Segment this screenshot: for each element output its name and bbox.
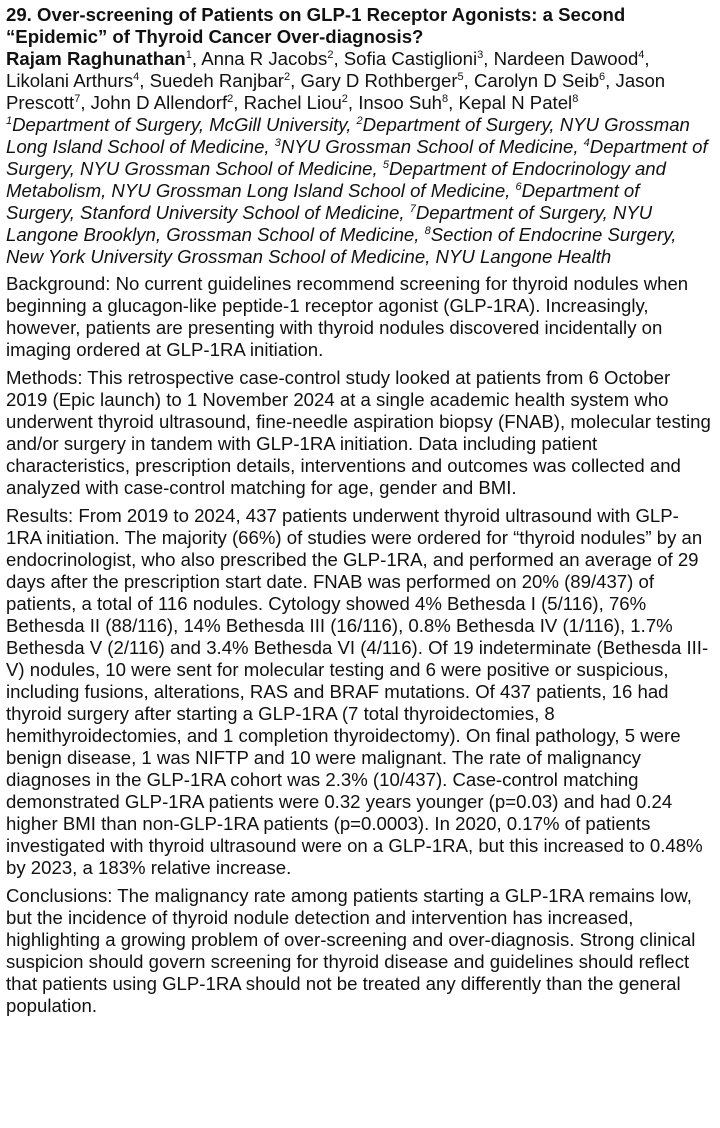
author-affiliation-number: 2 (341, 92, 348, 105)
conclusions-section: Conclusions: The malignancy rate among patients starting a GLP-1RA remains low, but the incidence of thyroid nodule detection and intervention has increased, highlighting a growing problem of over-screening and over-diagnosis. Strong clinical suspicion should govern screening for thyroid disease and guidelines should reflect that patients using GLP-1RA should not be treated any differently than the general population. (6, 885, 696, 1016)
affiliation-number: 2 (356, 114, 363, 127)
affiliation-number: 5 (382, 158, 389, 171)
author-affiliation-number: 4 (638, 48, 645, 61)
background-section: Background: No current guidelines recommend screening for thyroid nodules when beginning a glucagon-like peptide-1 receptor agonist (GLP-1RA). Increasingly, however, patients are presenting with thyroid nodules discovered incidentally on imaging ordered at GLP-1RA initiation. (6, 273, 689, 360)
author-name: John D Allendorf (90, 92, 228, 113)
affiliation-text: Department of Surgery, Stanford University School of Medicine, (6, 180, 640, 223)
affiliation-number: 4 (583, 136, 590, 149)
author-affiliation-number: 4 (133, 70, 140, 83)
author-name: Jason Prescott (6, 70, 666, 113)
author-name: Rachel Liou (243, 92, 342, 113)
author-affiliation-number: 1 (185, 48, 192, 61)
author-name: Insoo Suh (358, 92, 443, 113)
affiliation-list (6, 114, 712, 268)
author-affiliation-number: 7 (74, 92, 81, 105)
affiliation-number: 1 (6, 114, 13, 127)
affiliation-text: Department of Surgery, NYU Grossman School of Medicine, (6, 136, 708, 179)
author-name: Nardeen Dawood (493, 48, 639, 69)
affiliation-text: Department of Endocrinology and Metabolism, NYU Grossman Long Island School of Medicine, (6, 158, 666, 201)
affiliation-number: 8 (424, 224, 431, 237)
affiliation-text: Section of Endocrine Surgery, New York University Grossman School of Medicine, NYU Langone Health (6, 224, 677, 267)
affiliation-number: 6 (515, 180, 522, 193)
author-name: Kepal N Patel (458, 92, 573, 113)
affiliation-text: Department of Surgery, NYU Langone Brooklyn, Grossman School of Medicine, (6, 202, 653, 245)
author-affiliation-number: 8 (572, 92, 579, 105)
author-affiliation-number: 2 (227, 92, 234, 105)
affiliation-text: Department of Surgery, NYU Grossman Long Island School of Medicine, (6, 114, 690, 157)
author-name: Suedeh Ranjbar (149, 70, 284, 91)
author-name: Gary D Rothberger (300, 70, 458, 91)
affiliation-text: NYU Grossman School of Medicine, (280, 136, 584, 157)
methods-section: Methods: This retrospective case-control study looked at patients from 6 October 2019 (Epic launch) to 1 November 2024 at a single academic health system who underwent thyroid ultrasound, fine-needle aspiration biopsy (FNAB), molecular testing and/or surgery in tandem with GLP-1RA initiation. Data including patient characteristics, prescription details, interventions and outcomes was collected and analyzed with case-control matching for age, gender and BMI. (6, 367, 711, 498)
results-section: Results: From 2019 to 2024, 437 patients underwent thyroid ultrasound with GLP-1RA initiation. The majority (66%) of studies were ordered for “thyroid nodules” by an endocrinologist, who also prescribed the GLP-1RA, and performed an average of 29 days after the prescription start date. FNAB was performed on 20% (89/437) of patients, a total of 116 nodules. Cytology showed 4% Bethesda I (5/116), 76% Bethesda II (88/116), 14% Bethesda III (16/116), 0.8% Bethesda IV (1/116), 1.7% Bethesda V (2/116) and 3.4% Bethesda VI (4/116). Of 19 indeterminate (Bethesda III-V) nodules, 10 were sent for molecular testing and 6 were positive or suspicious, including fusions, alterations, RAS and BRAF mutations. Of 437 patients, 16 had thyroid surgery after starting a GLP-1RA (7 total thyroidectomies, 8 hemithyroidectomies, and 1 completion thyroidectomy). On final pathology, 5 were benign disease, 1 was NIFTP and 10 were malignant. The rate of malignancy diagnoses in the GLP-1RA cohort was 2.3% (10/437). Case-control matching demonstrated GLP-1RA patients were 0.32 years younger (p=0.03) and had 0.24 higher BMI than non-GLP-1RA patients (p=0.0003). In 2020, 0.17% of patients investigated with thyroid ultrasound were on a GLP-1RA, but this increased to 0.48% by 2023, a 183% relative increase. (6, 505, 709, 878)
author-affiliation-number: 2 (327, 48, 334, 61)
author-name: Carolyn D Seib (474, 70, 600, 91)
author-name: Sofia Castiglioni (343, 48, 478, 69)
author-affiliation-number: 5 (457, 70, 464, 83)
author-list: Rajam Raghunathan$^1$, Anna R Jacobs$^2$, Sofia Castiglioni$^3$, Nardeen Dawood$^4$, Likolani Arthurs$^4$, Suedeh Ranjbar$^2$, Gary D Rothberger$^5$, Carolyn D Seib$^6$, Jason Prescott$^7$, John D Allendorf$^2$, Rachel Liou$^2$, Insoo Suh$^8$, Kepal N Patel$^8$ (6, 48, 666, 113)
abstract-title: 29. Over-screening of Patients on GLP-1 Receptor Agonists: a Second “Epidemic” of Thyroid Cancer Over-diagnosis? (6, 4, 626, 47)
author-affiliation-number: 2 (283, 70, 291, 83)
affiliation-number: 7 (409, 202, 416, 215)
author-affiliation-number: 8 (442, 92, 449, 105)
author-name: Rajam Raghunathan (6, 48, 186, 69)
author-name: Anna R Jacobs (201, 48, 328, 69)
affiliation-number: 3 (274, 136, 281, 149)
affiliation-text: Department of Surgery, McGill University, (12, 114, 357, 135)
author-affiliation-number: 3 (477, 48, 484, 61)
author-name: Likolani Arthurs (6, 70, 134, 91)
author-affiliation-number: 6 (599, 70, 606, 83)
